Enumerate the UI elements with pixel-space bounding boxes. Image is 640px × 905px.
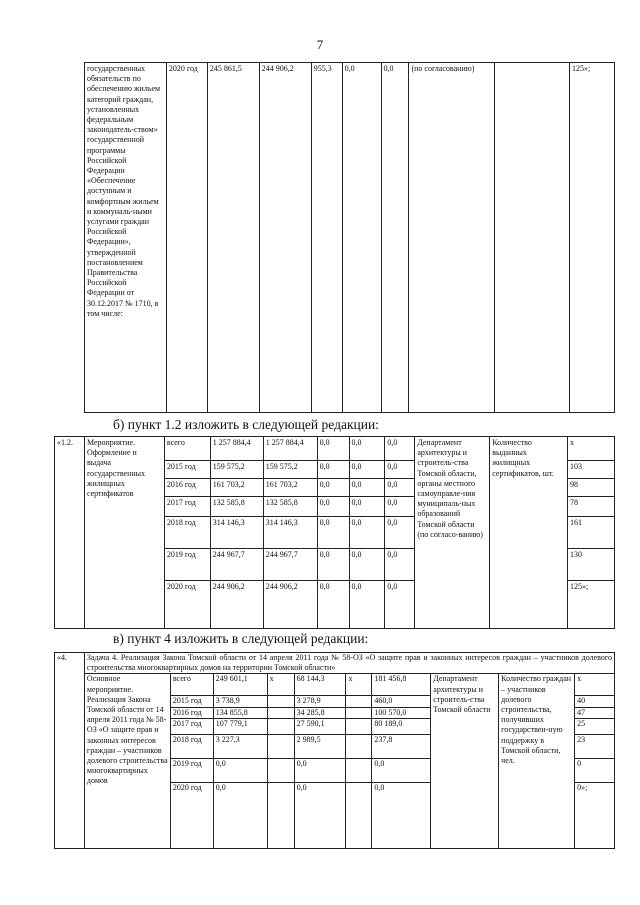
federal-cell: 161 703,2 — [263, 479, 317, 497]
other-cell: 0,0 — [372, 782, 431, 848]
total-cell: 134 855,8 — [213, 707, 267, 718]
regional-cell: 0,0 — [317, 497, 349, 517]
regional-cell: 0,0 — [317, 581, 349, 629]
regional-cell: 0,0 — [317, 549, 349, 581]
value-cell: 125»; — [568, 581, 615, 629]
measure-name: Основное мероприятие. Реализация Закона Томской области от 14 апреля 2011 года № 58-ОЗ «О защите прав и законных интересов граждан – участников долевого строительства многоквартирных домов — [84, 674, 170, 848]
local-cell — [346, 718, 372, 734]
value-cell: 78 — [568, 497, 615, 517]
measure-name: Мероприятие. Оформление и выдача государственных жилищных сертификатов — [84, 437, 164, 629]
value-cell: 125»; — [570, 63, 615, 413]
value-cell: x — [568, 437, 615, 461]
total-cell: 132 585,8 — [210, 497, 263, 517]
local-cell: 0,0 — [349, 461, 385, 479]
value-cell: 103 — [568, 461, 615, 479]
year-cell: 2020 год — [164, 581, 210, 629]
local-cell: 0,0 — [349, 479, 385, 497]
total-cell: 3 738,9 — [213, 696, 267, 707]
other-cell: 0,0 — [385, 517, 415, 549]
federal-cell — [267, 707, 294, 718]
regional-cell: 34 285,8 — [294, 707, 346, 718]
task-heading: Задача 4. Реализация Закона Томской области от 14 апреля 2011 года № 58-ОЗ «О защите прав и законных интересов граждан – участников долевого строительства многоквартирных домов на территории Томской области» — [84, 653, 614, 674]
value-cell: 23 — [575, 734, 615, 758]
other-cell: 0,0 — [385, 479, 415, 497]
other-cell: 80 189,0 — [372, 718, 431, 734]
federal-cell: 1 257 884,4 — [263, 437, 317, 461]
regional-cell: 0,0 — [294, 782, 346, 848]
regional-cell: 2 989,5 — [294, 734, 346, 758]
federal-cell: 159 575,2 — [263, 461, 317, 479]
regional-cell: 68 144,3 — [294, 674, 346, 696]
year-cell: 2016 год — [164, 479, 210, 497]
other-cell: 0,0 — [372, 758, 431, 782]
other-cell: 0,0 — [385, 461, 415, 479]
value-cell: 161 — [568, 517, 615, 549]
regional-cell: 0,0 — [317, 479, 349, 497]
regional-cell: 27 590,1 — [294, 718, 346, 734]
section-heading-v: в) пункт 4 изложить в следующей редакции: — [113, 631, 369, 646]
table-row — [55, 437, 615, 461]
value-cell: 0 — [575, 758, 615, 782]
regional-cell: 955,3 — [311, 63, 342, 413]
section-heading-b: б) пункт 1.2 изложить в следующей редакции: — [113, 417, 379, 432]
year-cell: 2017 год — [164, 497, 210, 517]
federal-cell: x — [267, 674, 294, 696]
total-cell: 244 906,2 — [210, 581, 263, 629]
total-cell: 107 779,1 — [213, 718, 267, 734]
federal-cell — [267, 696, 294, 707]
year-cell: 2019 год — [164, 549, 210, 581]
total-cell: 161 703,2 — [210, 479, 263, 497]
total-cell: 3 227,3 — [213, 734, 267, 758]
table-item-1-2 — [54, 436, 615, 629]
year-cell: 2020 год — [170, 782, 213, 848]
local-cell — [346, 707, 372, 718]
table-item-4 — [54, 652, 615, 849]
page-number: 7 — [316, 37, 324, 52]
federal-cell: 244 906,2 — [259, 63, 311, 413]
total-cell: 314 146,3 — [210, 517, 263, 549]
regional-cell: 3 278,9 — [294, 696, 346, 707]
regional-cell: 0,0 — [317, 437, 349, 461]
local-cell — [346, 696, 372, 707]
federal-cell — [267, 718, 294, 734]
table-row — [55, 674, 615, 696]
regional-cell: 0,0 — [294, 758, 346, 782]
year-cell: всего — [170, 674, 213, 696]
federal-cell — [267, 734, 294, 758]
local-cell — [346, 758, 372, 782]
other-cell: 181 456,8 — [372, 674, 431, 696]
total-cell: 245 861,5 — [207, 63, 259, 413]
local-cell: 0,0 — [349, 437, 385, 461]
other-cell: 0,0 — [381, 63, 409, 413]
year-cell: 2019 год — [170, 758, 213, 782]
value-cell: 0»; — [575, 782, 615, 848]
value-cell: 98 — [568, 479, 615, 497]
total-cell: 159 575,2 — [210, 461, 263, 479]
local-cell: 0,0 — [349, 581, 385, 629]
executor-cell: Департамент архитектуры и строитель-ства Томской области, органы местного самоуправле-ния муниципаль-ных образований Томской области (по согласо-ванию) — [415, 437, 490, 629]
indicator-cell — [495, 63, 570, 413]
local-cell: x — [346, 674, 372, 696]
total-cell: 0,0 — [213, 758, 267, 782]
table-row — [55, 653, 615, 674]
year-cell: 2015 год — [164, 461, 210, 479]
other-cell: 460,0 — [372, 696, 431, 707]
year-cell: 2015 год — [170, 696, 213, 707]
federal-cell: 244 906,2 — [263, 581, 317, 629]
total-cell: 249 601,1 — [213, 674, 267, 696]
year-cell: 2018 год — [170, 734, 213, 758]
federal-cell — [267, 758, 294, 782]
indicator-cell: Количество выданных жилищных сертификатов, шт. — [490, 437, 568, 629]
local-cell: 0,0 — [342, 63, 381, 413]
total-cell: 244 967,7 — [210, 549, 263, 581]
year-cell: 2016 год — [170, 707, 213, 718]
federal-cell: 244 967,7 — [263, 549, 317, 581]
value-cell: 130 — [568, 549, 615, 581]
other-cell: 0,0 — [385, 497, 415, 517]
value-cell: 47 — [575, 707, 615, 718]
local-cell: 0,0 — [349, 549, 385, 581]
value-cell: 25 — [575, 718, 615, 734]
local-cell — [346, 782, 372, 848]
year-cell: всего — [164, 437, 210, 461]
other-cell: 0,0 — [385, 437, 415, 461]
other-cell: 0,0 — [385, 581, 415, 629]
table-continuation — [84, 62, 615, 413]
indicator-cell: Количество граждан – участников долевого строительства, получивших государствен-ную поддержку в Томской области, чел. — [499, 674, 575, 848]
year-cell: 2017 год — [170, 718, 213, 734]
other-cell: 0,0 — [385, 549, 415, 581]
local-cell: 0,0 — [349, 497, 385, 517]
executor-cell: Департамент архитектуры и строитель-ства Томской области — [431, 674, 499, 848]
executor-cell: (по согласованию) — [409, 63, 495, 413]
item-number: «4. — [55, 653, 85, 849]
regional-cell: 0,0 — [317, 461, 349, 479]
federal-cell: 314 146,3 — [263, 517, 317, 549]
federal-cell — [267, 782, 294, 848]
local-cell: 0,0 — [349, 517, 385, 549]
value-cell: x — [575, 674, 615, 696]
total-cell: 1 257 884,4 — [210, 437, 263, 461]
federal-cell: 132 585,8 — [263, 497, 317, 517]
value-cell: 40 — [575, 696, 615, 707]
total-cell: 0,0 — [213, 782, 267, 848]
measure-name: государственных обязательств по обеспечению жильем категорий граждан, установленных федеральным законодатель-ством» государственной программы Российской Федерации «Обеспечение доступным и комфортным жильем и коммуналь-ными услугами граждан Российской Федерации», утвержденной постановлением Правительства Российской Федерации от 30.12.2017 № 1710, в том числе: — [85, 63, 167, 413]
other-cell: 237,8 — [372, 734, 431, 758]
item-number: «1.2. — [55, 437, 85, 629]
year-cell: 2018 год — [164, 517, 210, 549]
local-cell — [346, 734, 372, 758]
year-cell: 2020 год — [166, 63, 207, 413]
regional-cell: 0,0 — [317, 517, 349, 549]
other-cell: 100 570,0 — [372, 707, 431, 718]
